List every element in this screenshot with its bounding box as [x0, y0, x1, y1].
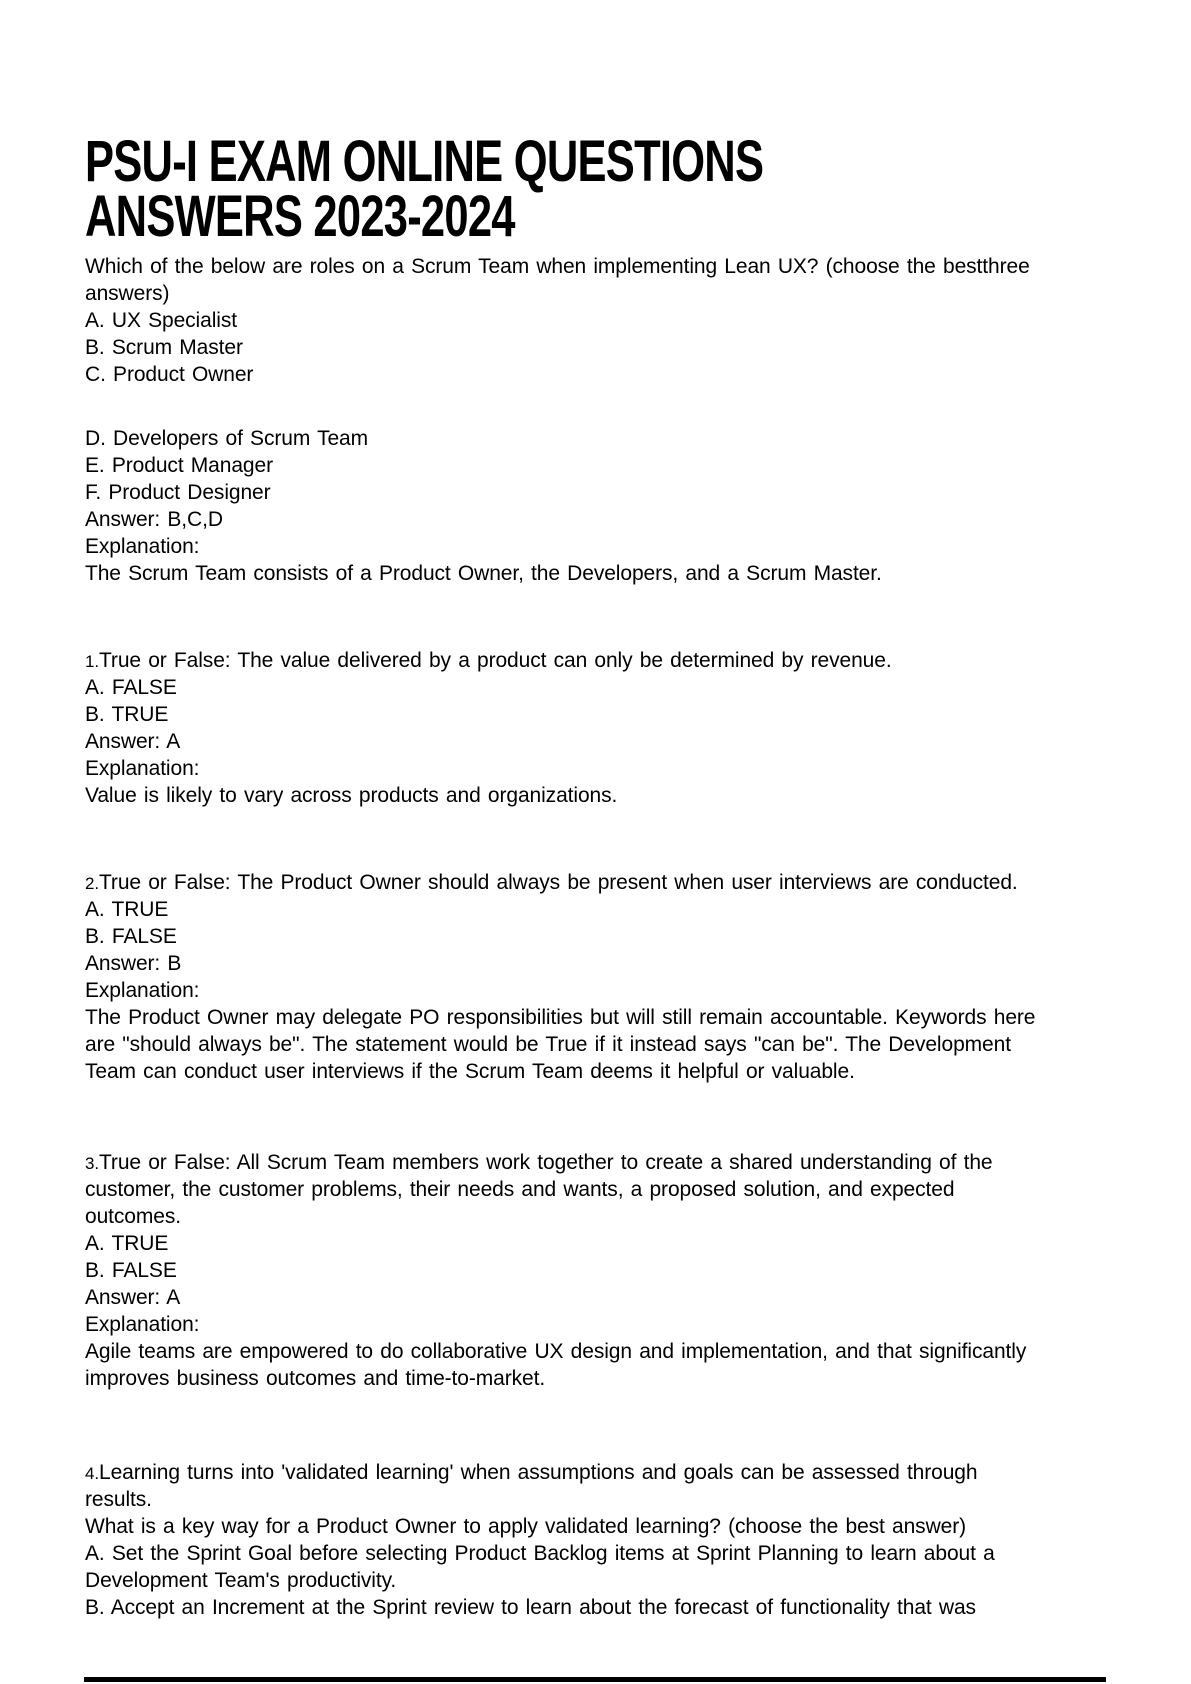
document-title-line2: ANSWERS 2023-2024	[85, 184, 515, 249]
text-line	[85, 253, 1145, 280]
text-line-content: A. TRUE	[85, 1232, 169, 1255]
text-line-content: True or False: The value delivered by a product can only be determined by revenue.	[98, 649, 892, 672]
text-line	[85, 307, 1145, 334]
document-title-line1: PSU-I EXAM ONLINE QUESTIONS	[85, 129, 764, 194]
text-line	[85, 1284, 1145, 1311]
text-line	[85, 1004, 1145, 1031]
text-line	[85, 782, 1145, 809]
document-body	[85, 253, 1145, 1621]
text-line-content: A. FALSE	[85, 676, 177, 699]
text-line	[85, 701, 1145, 728]
text-line-content: Explanation:	[85, 979, 200, 1002]
text-block	[85, 425, 1145, 587]
text-line	[85, 334, 1145, 361]
text-block	[85, 869, 1145, 1085]
text-line-content: Learning turns into 'validated learning' when assumptions and goals can be assessed through	[98, 1461, 978, 1484]
text-line-content: E. Product Manager	[85, 454, 273, 477]
text-line	[85, 452, 1145, 479]
text-line-content: outcomes.	[85, 1205, 181, 1228]
text-line	[85, 923, 1145, 950]
text-line	[85, 950, 1145, 977]
text-line-content: A. UX Specialist	[85, 309, 237, 332]
text-line	[85, 728, 1145, 755]
text-block	[85, 1149, 1145, 1392]
text-line	[85, 1031, 1145, 1058]
text-line-content: The Scrum Team consists of a Product Owner, the Developers, and a Scrum Master.	[85, 562, 882, 585]
text-block	[85, 647, 1145, 809]
text-line	[85, 280, 1145, 307]
text-line-content: Agile teams are empowered to do collaborative UX design and implementation, and that significantly	[85, 1340, 1027, 1363]
text-line	[85, 674, 1145, 701]
text-line-content: True or False: All Scrum Team members work together to create a shared understanding of the	[98, 1151, 993, 1174]
text-line-content: A. Set the Sprint Goal before selecting Product Backlog items at Sprint Planning to learn about a	[85, 1542, 995, 1565]
text-block	[85, 253, 1145, 388]
text-line	[85, 896, 1145, 923]
footer-rule	[84, 1677, 1106, 1682]
text-line-content: B. Scrum Master	[85, 336, 243, 359]
text-block	[85, 1459, 1145, 1621]
text-line-content: B. FALSE	[85, 925, 177, 948]
text-line	[85, 1149, 1145, 1176]
text-line	[85, 1486, 1145, 1513]
question-number: 2.	[85, 874, 99, 893]
text-line	[85, 1230, 1145, 1257]
text-line-content: improves business outcomes and time-to-market.	[85, 1367, 546, 1390]
text-line-content: What is a key way for a Product Owner to apply validated learning? (choose the best answer)	[85, 1515, 967, 1538]
text-line-content: Team can conduct user interviews if the Scrum Team deems it helpful or valuable.	[85, 1060, 855, 1083]
question-number: 4.	[85, 1464, 99, 1483]
text-line	[85, 1338, 1145, 1365]
text-line-content: Explanation:	[85, 757, 200, 780]
text-line-content: C. Product Owner	[85, 363, 254, 386]
text-line-content: Answer: B	[85, 952, 182, 975]
text-line	[85, 533, 1145, 560]
text-line	[85, 425, 1145, 452]
text-line	[85, 755, 1145, 782]
text-line-content: Value is likely to vary across products and organizations.	[85, 784, 618, 807]
text-line-content: The Product Owner may delegate PO responsibilities but will still remain accountable. Keywords here	[85, 1006, 1036, 1029]
text-line-content: B. Accept an Increment at the Sprint review to learn about the forecast of functionality that was	[85, 1596, 976, 1619]
question-number: 1.	[85, 652, 99, 671]
text-line	[85, 361, 1145, 388]
text-line	[85, 1459, 1145, 1486]
text-line	[85, 869, 1145, 896]
text-line-content: D. Developers of Scrum Team	[85, 427, 369, 450]
text-line-content: Explanation:	[85, 1313, 200, 1336]
text-line-content: answers)	[85, 282, 170, 305]
text-line-content: Development Team's productivity.	[85, 1569, 397, 1592]
text-line	[85, 1203, 1145, 1230]
question-number: 3.	[85, 1154, 99, 1173]
text-line	[85, 479, 1145, 506]
text-line	[85, 1257, 1145, 1284]
text-line-content: Answer: A	[85, 1286, 181, 1309]
text-line-content: customer, the customer problems, their needs and wants, a proposed solution, and expected	[85, 1178, 955, 1201]
text-line	[85, 1567, 1145, 1594]
text-line	[85, 1540, 1145, 1567]
text-line-content: Explanation:	[85, 535, 200, 558]
text-line	[85, 560, 1145, 587]
text-line-content: Answer: B,C,D	[85, 508, 223, 531]
text-line	[85, 506, 1145, 533]
text-line	[85, 1176, 1145, 1203]
text-line-content: B. FALSE	[85, 1259, 177, 1282]
text-line	[85, 1513, 1145, 1540]
text-line-content: F. Product Designer	[85, 481, 271, 504]
text-line-content: results.	[85, 1488, 152, 1511]
text-line	[85, 1058, 1145, 1085]
text-line-content: B. TRUE	[85, 703, 169, 726]
text-line	[85, 1594, 1145, 1621]
text-line-content: True or False: The Product Owner should always be present when user interviews are conducted.	[98, 871, 1018, 894]
text-line	[85, 1365, 1145, 1392]
text-line	[85, 1311, 1145, 1338]
text-line-content: are "should always be". The statement would be True if it instead says "can be". The Development	[85, 1033, 1011, 1056]
text-line-content: A. TRUE	[85, 898, 169, 921]
text-line-content: Answer: A	[85, 730, 181, 753]
text-line	[85, 977, 1145, 1004]
text-line-content: Which of the below are roles on a Scrum Team when implementing Lean UX? (choose the bestthree	[85, 255, 1030, 278]
text-line	[85, 647, 1145, 674]
